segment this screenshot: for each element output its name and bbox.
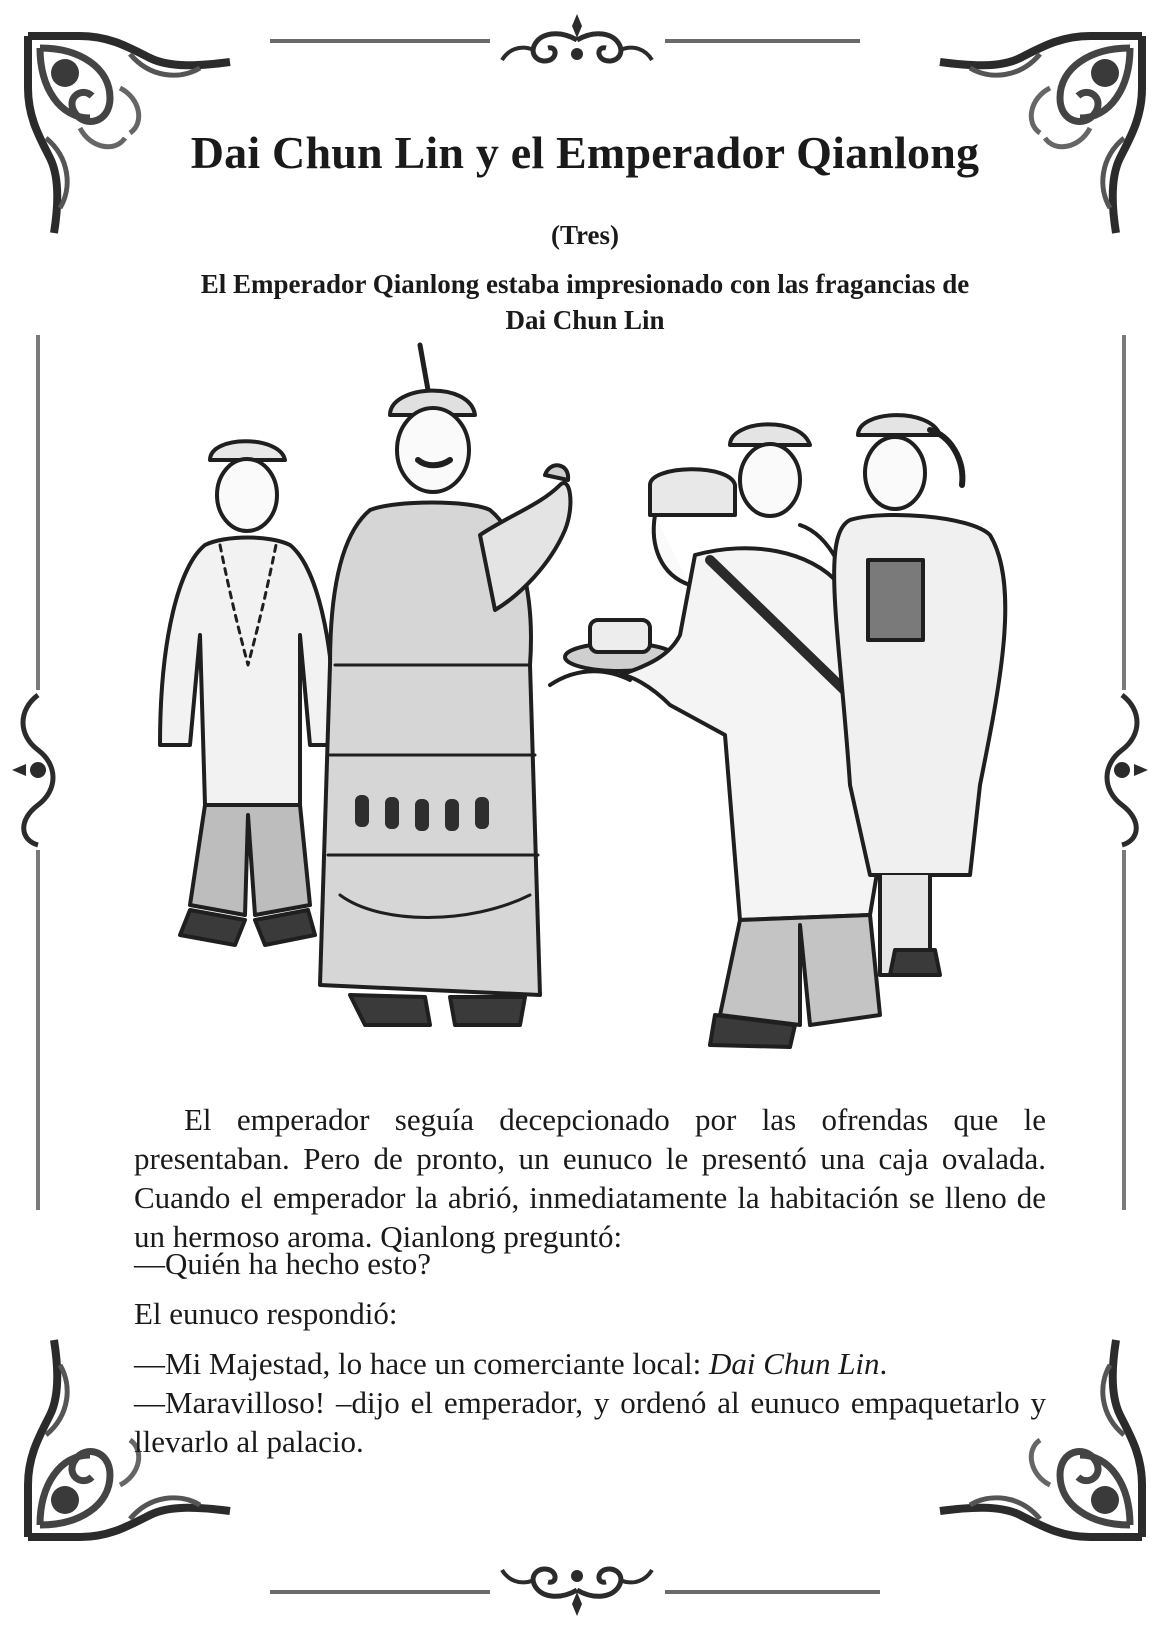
dialogue-emperor: —Maravilloso! –dijo el emperador, y ordenó al eunuco empaquetarlo y llevarlo al palacio. bbox=[134, 1385, 1046, 1459]
right-side-ornament-icon bbox=[1092, 690, 1152, 850]
part-label: (Tres) bbox=[551, 220, 619, 250]
top-ornament-icon bbox=[490, 10, 665, 72]
dialogue-question: —Quién ha hecho esto? bbox=[134, 1246, 431, 1281]
left-side-ornament-icon bbox=[8, 690, 68, 850]
answer-prefix: —Mi Majestad, lo hace un comerciante local: bbox=[134, 1346, 710, 1381]
page-title: Dai Chun Lin y el Emperador Qianlong bbox=[190, 127, 980, 178]
figure-left-attendant bbox=[160, 441, 335, 945]
merchant-name: Dai Chun Lin bbox=[709, 1346, 880, 1381]
answer-suffix: . bbox=[879, 1346, 888, 1381]
chapter-subtitle: El Emperador Qianlong estaba impresionado con las fragancias de Dai Chun Lin bbox=[200, 269, 970, 335]
dialogue-answer bbox=[134, 1344, 1046, 1383]
figure-emperor bbox=[320, 345, 570, 1025]
bottom-ornament-icon bbox=[490, 1558, 665, 1620]
dialogue-eunuch-intro: El eunuco respondió: bbox=[134, 1296, 398, 1331]
illustration-emperor-court bbox=[150, 335, 1020, 1060]
story-paragraph: El emperador seguía decepcionado por las ofrendas que le presentaban. Pero de pronto, un eunuco le presentó una caja ovalada. Cuando el emperador la abrió, inmediatamente la habitación se lleno de un hermoso aroma. Qianlong preguntó: bbox=[134, 1102, 1046, 1254]
